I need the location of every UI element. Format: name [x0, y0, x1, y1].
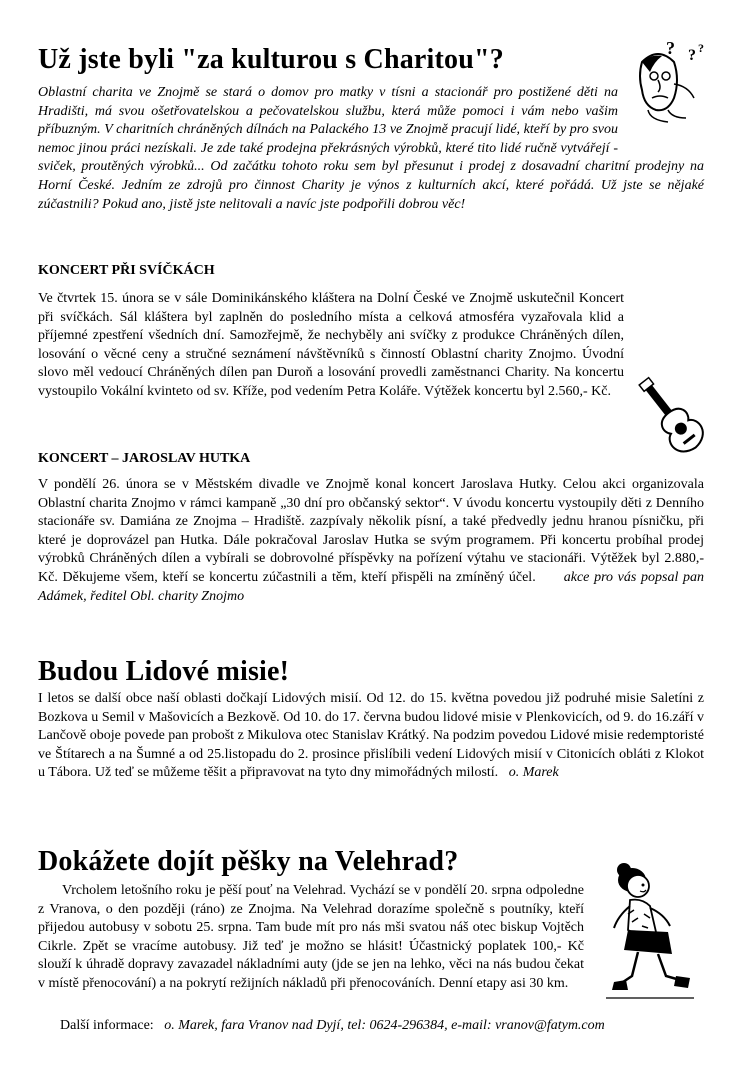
guitar-icon — [632, 372, 710, 460]
missions-block — [38, 690, 704, 783]
svg-text:?: ? — [698, 41, 704, 55]
footer-contact-text: o. Marek, fara Vranov nad Dyjí, tel: 0624-296384, e-mail: vranov@fatym.com — [164, 1018, 605, 1033]
walking-girl-icon — [598, 858, 698, 1006]
footer-label: Další informace: — [60, 1018, 154, 1033]
concert2-text — [38, 476, 704, 606]
concert1-text: Ve čtvrtek 15. února se v sále Dominikánského kláštera na Dolní České ve Znojmě uskutečnil Koncert při svíčkách. Sál kláštera byl zaplněn do posledního místa a celková atmosféra vyzařovala klid a příjemné zpestření všedních dní. Samozřejmě, že nechyběly ani svíčky z produkce Chráněných dílen, losování o věcné ceny a stručné seznámení návštěvníků s činností Oblastní charity Znojmo. Úvodní slovo měl vedoucí Chráněných dílen pan Duroň a losování provedli zaměstnanci Charity. Na koncertu vystoupilo Vokální kvinteto od sv. Kříže, pod vedením Petra Koláře. Výtěžek koncertu byl 2.560,- Kč. — [38, 291, 624, 399]
charity-intro-text: Oblastní charita ve Znojmě se stará o domov pro matky v tísni a stacionář pro postižené děti na Hradišti, má svou ošetřovatelskou a pečovatelskou službu, která může pomoci i vám nebo vašim příbuzným. V charitních chráněných dílnách na Palackého 13 ve Znojmě pracují lidé, kteří by pro svou nemoc jinou práci nezískali. Je zde také prodejna překrásných výrobků, které tito lidé ručně vytvářejí - sviček, proutěných výrobků... Od začátku tohoto roku sem byl přesunut i prodej z dosavadní charitní prodejny na Horní České. Jedním ze zdrojů pro činnost Charity je výnos z kulturních akcí, které pořádá. Už jste se nějaké zúčastnili? Pokud ano, jistě jste nelitovali a navíc jste podpořili dobrou věc! — [38, 85, 704, 212]
concert2-block — [38, 476, 704, 606]
missions-body: I letos se další obce naší oblasti dočkají Lidových misií. Od 12. do 15. května povedou již podruhé misie Saletíni z Bozkova u Semil v Mašovicích a Bezkově. Od 10. do 17. června budou lidové misie v Plenkovicích, od 9. do 16.září v Lančově oboje povede pan probošt z Mikulova otec Stanislav Krátký. Na podzim povedou Lidové misie redemptoristé ve Štítarech a na Šumné a od 25.listopadu do 2. prosince přislíbili vedení Lidových misií v Citonicích obláti z Klokot u Tábora. Už teď se můžeme těšit a připravovat na tyto dny mimořádných milostí. — [38, 691, 704, 781]
velehrad-block — [38, 882, 584, 994]
concert1-block — [38, 290, 704, 446]
velehrad-text: Vrcholem letošního roku je pěší pouť na Velehrad. Vychází se v pondělí 20. srpna odpoledne z Vranova, o den později (ráno) ze Znojma. Na Velehrad dorazíme společně s poutníky, kteří přijedou autobusy v sobotu 25. srpna. Tam bude mít pro nás mši svatou náš otec biskup Vojtěch Cikrle. Zpět se vracíme autobusy. Již teď je možno se hlásit! Účastnický poplatek 100,- Kč slouží k úhradě dopravy zavazadel nákladními auty (jde se jen na lehko, věci na nás budou čekat v místě přenocování) a na pokrytí režijních nákladů při přenocováních. Denní etapy asi 30 km. — [38, 883, 584, 991]
section-title-charity: Už jste byli "za kulturou s Charitou"? — [38, 44, 504, 75]
svg-text:?: ? — [666, 38, 675, 58]
concert1-heading: KONCERT PŘI SVÍČKÁCH — [38, 263, 215, 278]
section-title-velehrad: Dokážete dojít pěšky na Velehrad? — [38, 846, 459, 877]
concert2-heading: KONCERT – JAROSLAV HUTKA — [38, 451, 251, 466]
concert2-body: V pondělí 26. února se v Městském divadle ve Znojmě konal koncert Jaroslava Hutky. Celou akci organizovala Oblastní charita Znojmo v rámci kampaně „30 dní pro občanský sektor“. V úvodu koncertu vystoupily děti z Denního stacionáře sv. Damiána ze Znojma – Hradiště. zazpívaly několik písní, a také předvedly jednu hranou písničku, při které je doprovázel pan Hutka. Dále pokračoval Jaroslav Hutka se svým programem. Při koncertu probíhal prodej výrobků Chráněných dílen a vybírali se dobrovolné příspěvky na pořízení výtahu ve stacionáři. Výtěžek byl 2.880,- Kč. Děkujeme všem, kteří se koncertu zúčastnili a těm, kteří přispěli na zmíněný účel. — [38, 477, 704, 585]
svg-text:?: ? — [688, 47, 696, 64]
missions-text — [38, 690, 704, 783]
missions-signature: o. Marek — [508, 765, 559, 781]
section-title-missions: Budou Lidové misie! — [38, 656, 290, 687]
concert2-signature: akce pro vás popsal pan Adámek, ředitel Obl. charity Znojmo — [38, 569, 705, 604]
footer-contact — [60, 1017, 605, 1035]
charity-intro — [38, 84, 704, 214]
